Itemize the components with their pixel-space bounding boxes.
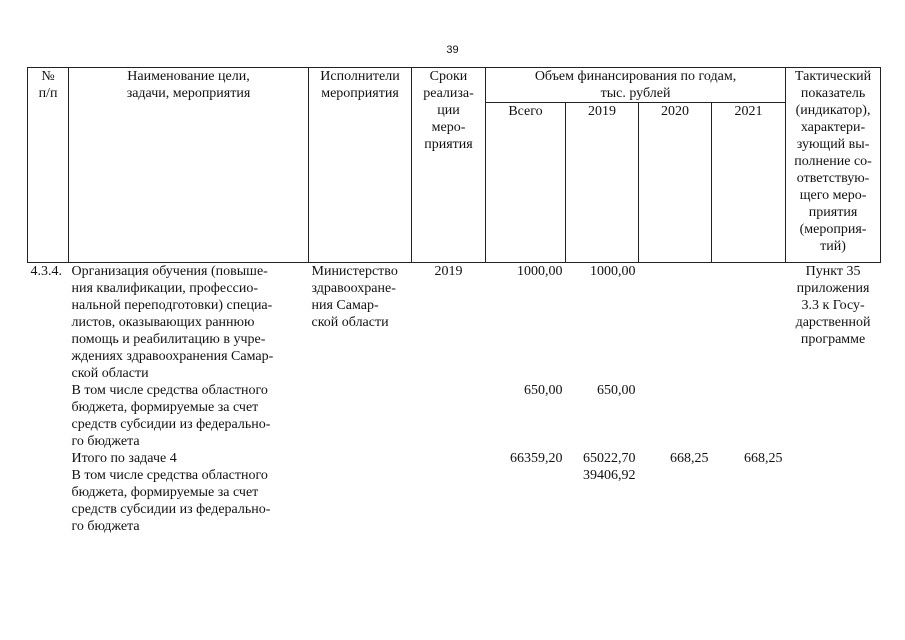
row-2021 [712,263,786,383]
header-num: № п/п [28,68,69,263]
row-2021 [712,382,786,450]
header-2020: 2020 [639,103,712,263]
row-terms [412,467,486,535]
row-2020: 668,25 [670,451,709,466]
header-executors: Исполнители мероприятия [309,68,412,263]
funding-table [27,67,881,535]
row-2019: 1000,00 [590,264,636,279]
row-name: В том числе средства областного бюджета, формируемые за счет средств субсидии из федерально- го бюджета [71,468,271,534]
row-executors [309,382,412,450]
header-indicator: Тактический показатель (индикатор), характери- зующий вы- полнение со- ответствую- щего меро- приятия (мероприя- тий) [786,68,881,263]
header-2019: 2019 [566,103,639,263]
row-indicator [786,450,881,467]
row-2019: 39406,92 [583,468,636,483]
row-total: 1000,00 [517,264,563,279]
row-2020 [639,263,712,383]
row-2021 [712,467,786,535]
row-terms: 2019 [434,264,463,279]
header-funding: Объем финансирования по годам, тыс. рублей [486,68,786,103]
row-name: Организация обучения (повыше- ния квалификации, профессио- нальной переподготовки) специа- листов, оказывающих раннюю помощь и реабилитацию в учре- ждениях здравоохранения Самар- ской области [71,264,274,381]
row-num [28,467,69,535]
row-indicator [786,467,881,535]
row-num [28,382,69,450]
row-indicator: Пункт 35 приложения 3.3 к Госу- дарственной программе [795,264,871,347]
table-header [28,68,881,263]
row-total: 66359,20 [510,451,563,466]
row-num: 4.3.4. [30,264,62,279]
row-2020 [639,467,712,535]
row-num [28,450,69,467]
header-total: Всего [486,103,566,263]
row-2019: 65022,70 [583,451,636,466]
table-row [28,467,881,535]
row-total: 650,00 [524,383,563,398]
row-2021: 668,25 [744,451,783,466]
table-row [28,450,881,467]
row-name: Итого по задаче 4 [71,451,177,466]
header-name: Наименование цели, задачи, мероприятия [69,68,309,263]
row-2020 [639,382,712,450]
row-indicator [786,382,881,450]
row-terms [412,382,486,450]
header-2021: 2021 [712,103,786,263]
header-terms: Сроки реализа- ции меро- приятия [412,68,486,263]
table-row [28,382,881,450]
row-executors [309,450,412,467]
row-executors [309,467,412,535]
page-number: 39 [446,44,459,56]
row-total [486,467,566,535]
row-terms [412,450,486,467]
row-name: В том числе средства областного бюджета, формируемые за счет средств субсидии из федерально- го бюджета [71,383,271,449]
table-row [28,263,881,383]
row-executors: Министерство здравоохране- ния Самар- ской области [311,264,398,330]
row-2019: 650,00 [597,383,636,398]
